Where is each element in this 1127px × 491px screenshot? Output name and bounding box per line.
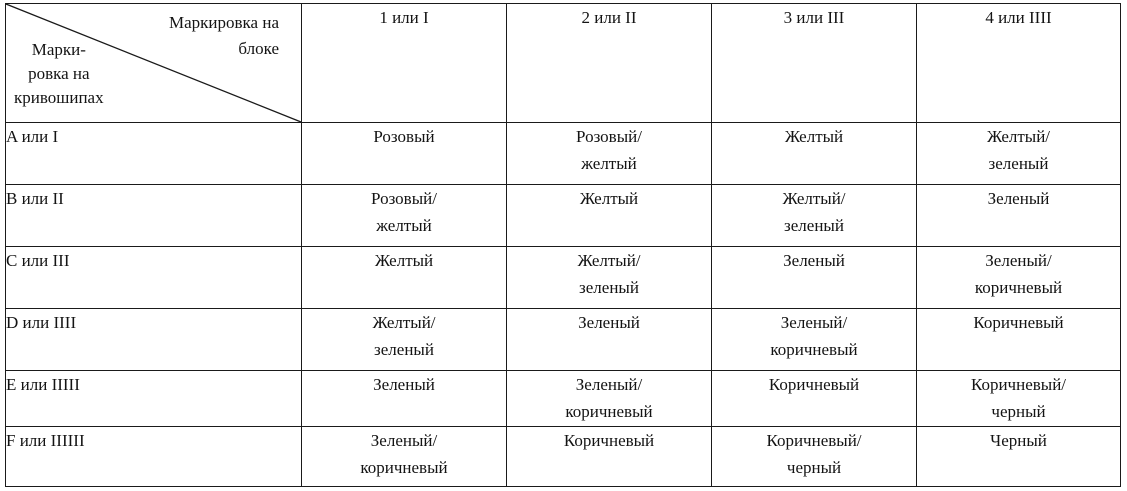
row-header: E или IIIII	[6, 371, 302, 427]
cell-line: Коричневый	[563, 431, 655, 450]
table-cell	[917, 123, 1121, 185]
marking-table	[5, 3, 1121, 487]
cell-line: желтый	[581, 154, 637, 173]
row-header: B или II	[6, 185, 302, 247]
table-row	[6, 309, 1121, 371]
cell-line: Зеленый/	[575, 375, 643, 394]
table-cell	[302, 185, 507, 247]
cell-line: Зеленый	[783, 251, 845, 270]
cell-line: коричневый	[770, 340, 858, 359]
table-cell	[507, 123, 712, 185]
cell-line: Коричневый/	[970, 375, 1067, 394]
table-cell	[917, 427, 1121, 487]
cell-line: зеленый	[988, 154, 1049, 173]
table-cell	[917, 309, 1121, 371]
table-row	[6, 123, 1121, 185]
cell-line: коричневый	[974, 278, 1063, 297]
cell-line: Зеленый/	[370, 431, 438, 450]
table-row	[6, 247, 1121, 309]
column-header: 3 или III	[712, 4, 917, 123]
cell-line: Розовый/	[371, 189, 437, 208]
table-cell	[507, 309, 712, 371]
cell-line: Зеленый	[987, 189, 1050, 208]
cell-line: Зеленый/	[780, 313, 848, 332]
table-cell	[712, 309, 917, 371]
table-cell	[302, 427, 507, 487]
table-cell	[507, 371, 712, 427]
cell-line: Желтый	[374, 251, 434, 270]
table-row	[6, 185, 1121, 247]
table-cell	[507, 427, 712, 487]
cell-line: Коричневый	[768, 375, 860, 394]
table-cell	[712, 247, 917, 309]
header-row	[6, 4, 1121, 123]
cell-line: Желтый/	[577, 251, 641, 270]
table-cell	[507, 247, 712, 309]
row-header: A или I	[6, 123, 302, 185]
cell-line: Желтый/	[986, 127, 1051, 146]
crank-marking-label-line: ровка на	[28, 64, 90, 83]
cell-line: зеленый	[374, 340, 434, 359]
table-cell	[507, 185, 712, 247]
table-cell	[712, 371, 917, 427]
corner-header-cell	[6, 4, 302, 123]
cell-line: черный	[786, 458, 842, 477]
crank-marking-label	[14, 38, 104, 110]
cell-line: Желтый	[784, 127, 844, 146]
table-cell	[712, 123, 917, 185]
cell-line: черный	[991, 402, 1046, 421]
cell-line: Розовый	[373, 127, 435, 146]
table-cell	[917, 185, 1121, 247]
table-row	[6, 427, 1121, 487]
table-row	[6, 371, 1121, 427]
cell-line: зеленый	[784, 216, 844, 235]
cell-line: Желтый	[579, 189, 639, 208]
table-cell	[712, 185, 917, 247]
cell-line: Желтый/	[372, 313, 436, 332]
cell-line: Коричневый/	[766, 431, 862, 450]
cell-line: Желтый/	[782, 189, 846, 208]
column-header: 4 или IIII	[917, 4, 1121, 123]
table-cell	[302, 309, 507, 371]
table-cell	[302, 247, 507, 309]
table-cell	[917, 371, 1121, 427]
crank-marking-label-line: кривошипах	[14, 88, 104, 107]
block-marking-label	[169, 10, 279, 62]
block-marking-label-line: Маркировка на	[169, 13, 279, 32]
table-cell	[712, 427, 917, 487]
row-header: F или IIIIII	[6, 427, 302, 487]
table-cell	[302, 371, 507, 427]
cell-line: Коричневый	[973, 313, 1064, 332]
table-cell	[302, 123, 507, 185]
column-header: 1 или I	[302, 4, 507, 123]
cell-line: зеленый	[579, 278, 639, 297]
row-header: C или III	[6, 247, 302, 309]
cell-line: Зеленый/	[985, 251, 1052, 270]
table-cell	[917, 247, 1121, 309]
block-marking-label-line: блоке	[238, 39, 279, 58]
cell-line: коричневый	[360, 458, 448, 477]
cell-line: коричневый	[565, 402, 653, 421]
cell-line: Черный	[990, 431, 1047, 450]
column-header: 2 или II	[507, 4, 712, 123]
cell-line: Зеленый	[578, 313, 640, 332]
row-header: D или IIII	[6, 309, 302, 371]
crank-marking-label-line: Марки-	[31, 40, 86, 59]
cell-line: желтый	[376, 216, 432, 235]
cell-line: Зеленый	[373, 375, 435, 394]
cell-line: Розовый/	[576, 127, 642, 146]
